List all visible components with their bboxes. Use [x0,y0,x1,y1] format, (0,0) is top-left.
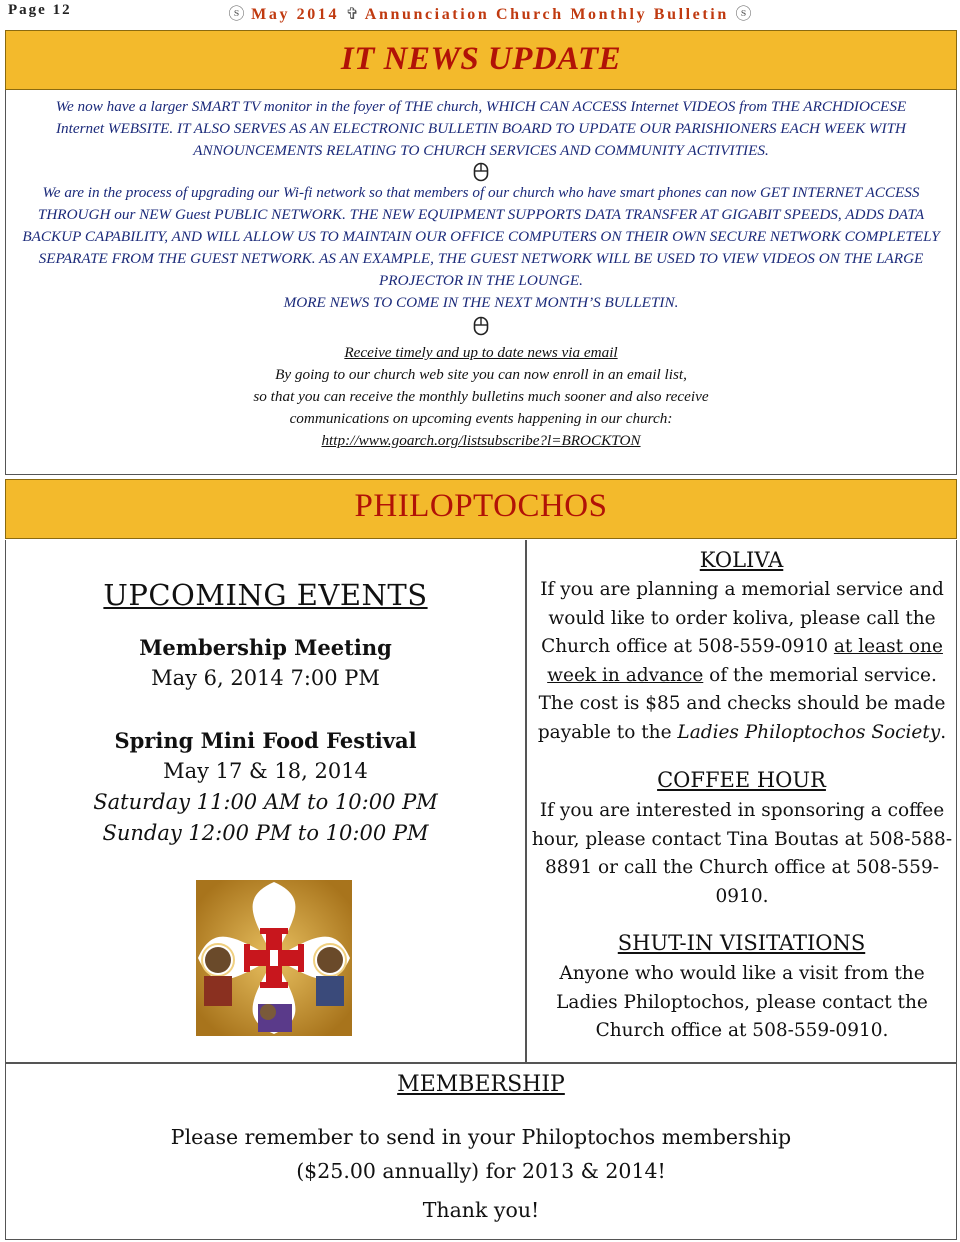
ornament-left-icon: ⓢ [228,6,245,23]
event-2-date: May 17 & 18, 2014 [163,759,368,783]
event-2-sunday: Sunday 12:00 PM to 10:00 PM [102,821,429,845]
membership-line-2: ($25.00 annually) for 2013 & 2014! [296,1159,666,1183]
upcoming-events-title: UPCOMING EVENTS [103,578,428,612]
event-1-name: Membership Meeting [139,635,392,660]
membership-line-1: Please remember to send in your Philoptochos membership [170,1125,792,1149]
event-1-date: May 6, 2014 7:00 PM [151,666,380,690]
ornament-right-icon: ⓢ [735,6,752,23]
it-news-title: IT NEWS UPDATE [340,41,622,77]
cross-icon: ✞ [345,6,360,23]
sub-line-4: communications on upcoming events happening in our church: [289,410,673,427]
coffee-hour-title: COFFEE HOUR [657,768,826,792]
koliva-text: If you are planning a memorial service and would like to order koliva, please call the Church office at 508-559-0910 at least one week in advance of the memorial service. The cost is $85 and checks should be made payable to the Ladies Philoptochos Society. [537,579,947,743]
sub-line-3: so that you can receive the monthly bulletins much sooner and also receive [253,388,709,405]
page-header [0,0,960,22]
mouse-icon [473,316,489,336]
it-paragraph-2: We are in the process of upgrading our Wi-fi network so that members of our church who have smart phones can now GET INTERNET ACCESS THROUGH our NEW Guest PUBLIC NETWORK. THE NEW EQUIPMENT SUPPORTS DATA TRANSFER AT GIGABIT SPEEDS, ADDS DATA BACKUP CAPABILITY, AND WILL ALLOW US TO MAINTAIN OUR OFFICE COMPUTERS ON THEIR OWN SECURE NETWORK COMPLETELY SEPARATE FROM THE GUEST NETWORK. AS AN EXAMPLE, THE GUEST NETWORK WILL BE USED TO VIEW VIDEOS ON THE LARGE PROJECTOR IN THE LOUNGE. [22,184,940,289]
philoptochos-info-panel [526,540,957,1063]
philoptochos-icon [196,880,352,1036]
event-2-name: Spring Mini Food Festival [114,728,417,753]
membership-thanks: Thank you! [422,1198,540,1222]
it-news-section [5,90,957,475]
it-paragraph-3: MORE NEWS TO COME IN THE NEXT MONTH’S BULLETIN. [283,294,679,311]
it-paragraph-1: We now have a larger SMART TV monitor in the foyer of THE church, WHICH CAN ACCESS Internet VIDEOS from THE ARCHDIOCESE Internet WEBSITE. IT ALSO SERVES AS AN ELECTRONIC BULLETIN BOARD TO UPDATE OUR PARISHIONERS EACH WEEK WITH ANNOUNCEMENTS RELATING TO CHURCH SERVICES AND COMMUNITY ACTIVITIES. [55,98,907,159]
bulletin-title-month: May 2014 [251,6,340,23]
event-2-saturday: Saturday 11:00 AM to 10:00 PM [93,790,438,814]
bulletin-title [220,1,760,24]
mouse-icon [473,162,489,182]
shut-in-title: SHUT-IN VISITATIONS [617,931,866,955]
philoptochos-banner [5,479,957,539]
sub-line-2: By going to our church web site you can now enroll in an email list, [275,366,687,383]
sub-line-1: Receive timely and up to date news via email [344,344,618,361]
page-number: Page 12 [8,2,72,18]
philoptochos-title: PHILOPTOCHOS [354,488,608,524]
membership-section [5,1063,957,1240]
membership-title: MEMBERSHIP [397,1072,565,1097]
bulletin-title-name: Annunciation Church Monthly Bulletin [364,6,729,23]
subscribe-link[interactable]: http://www.goarch.org/listsubscribe?l=BROCKTON [321,432,641,449]
upcoming-events-panel [5,540,526,1063]
coffee-hour-text: If you are interested in sponsoring a coffee hour, please contact Tina Boutas at 508-588-8891 or call the Church office at 508-559-0910. [531,800,953,907]
shut-in-text: Anyone who would like a visit from the Ladies Philoptochos, please contact the Church office at 508-559-0910. [556,963,928,1042]
email-subscription [20,342,942,452]
it-news-banner [5,30,957,90]
koliva-title: KOLIVA [699,548,784,572]
membership-text [6,1120,956,1188]
